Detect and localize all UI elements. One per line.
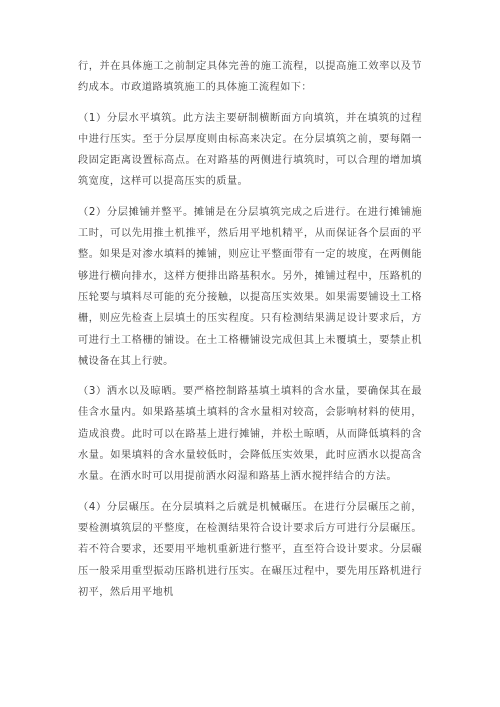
paragraph-watering-drying: （3）洒水以及晾晒。要严格控制路基填土填料的含水量，要确保其在最佳含水量内。如果路基填土填料的含水量相对较高，会影响材料的使用，造成浪费。此时可以在路基上进行摊铺，并松土晾晒，从而降低填料的含水量。如果填料的含水量较低时，会降低压实效果，此时应洒水以提高含水量。在洒水时可以用提前洒水闷湿和路基上洒水搅拌结合的方法。 (78, 386, 422, 483)
paragraph-layered-rolling: （4）分层碾压。在分层填料之后就是机械碾压。在进行分层碾压之前，要检测填筑层的平整度，在检测结果符合设计要求后方可进行分层碾压。若不符合要求，还要用平地机重新进行整平，直至符合设计要求。分层碾压一般采用重型振动压路机进行压实。在碾压过程中，要先用压路机进行初平，然后用平地机 (78, 501, 422, 598)
document-body (78, 56, 422, 612)
paragraph-layered-horizontal-filling: （1）分层水平填筑。此方法主要研制横断面方向填筑，并在填筑的过程中进行压实。至于分层厚度则由标高来决定。在分层填筑之前，要每隔一段固定距离设置标高点。在对路基的两侧进行填筑时，可以合理的增加填筑宽度，这样可以提高压实的质量。 (78, 112, 422, 188)
paragraph-intro: 行，并在具体施工之前制定具体完善的施工流程，以提高施工效率以及节约成本。市政道路填筑施工的具体施工流程如下： (78, 61, 422, 94)
paragraph-layered-spreading-leveling: （2）分层摊铺并整平。摊铺是在分层填筑完成之后进行。在进行摊铺施工时，可以先用推土机推平，然后用平地机精平，从而保证各个层面的平整。如果是对渗水填料的摊铺，则应让平整面带有一定的坡度，在两侧能够进行横向排水，这样方便排出路基积水。另外，摊铺过程中，压路机的压轮要与填料尽可能的充分接触，以提高压实效果。如果需要铺设土工格栅，则应先检查上层填土的压实程度。只有检测结果满足设计要求后，方可进行土工格栅的铺设。在土工格栅铺设完成但其上未覆填土，要禁止机械设备在其上行驶。 (78, 206, 422, 367)
